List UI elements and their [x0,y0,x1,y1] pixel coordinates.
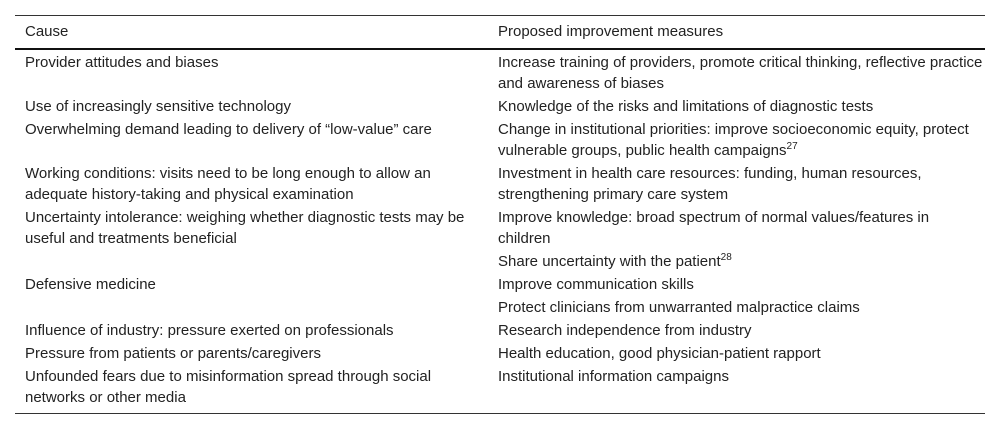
measure-item: Improve communication skills [498,276,694,293]
measures-cell [488,163,985,207]
measures-cell [488,119,985,163]
table-row [15,274,985,320]
cause-cell: Uncertainty intolerance: weighing whether diagnostic tests may be useful and treatments beneficial [25,209,465,247]
table-row [15,207,985,274]
cause-cell: Influence of industry: pressure exerted on professionals [25,322,394,339]
measure-item: Protect clinicians from unwarranted malpractice claims [498,299,860,316]
measure-item: Improve knowledge: broad spectrum of normal values/features in children [498,209,930,247]
cause-cell: Use of increasingly sensitive technology [25,98,291,115]
measures-cell [488,207,985,274]
measure-text: Change in institutional priorities: improve socioeconomic equity, protect vulnerable groups, public health campaigns [498,121,969,159]
measures-cell [488,320,985,343]
table-bottom-rule [15,413,985,414]
measures-cell [488,343,985,366]
measures-cell [488,366,985,408]
measure-item [498,119,985,161]
measure-item: Knowledge of the risks and limitations of diagnostic tests [498,98,874,115]
measure-text: Share uncertainty with the patient [498,253,721,270]
measures-cell [488,52,985,96]
measure-item: Investment in health care resources: funding, human resources, strengthening primary care system [498,165,922,203]
reference-superscript: 27 [786,141,798,152]
header-cause: Cause [25,23,69,40]
measure-item: Research independence from industry [498,322,752,339]
cause-cell: Overwhelming demand leading to delivery of “low-value” care [25,121,432,138]
table-row [15,163,985,207]
table-row [15,366,985,408]
cause-cell: Pressure from patients or parents/caregivers [25,345,321,362]
measure-item: Increase training of providers, promote critical thinking, reflective practice and awareness of biases [498,54,983,92]
header-measures: Proposed improvement measures [498,23,724,40]
measures-cell [488,274,985,320]
table-row [15,343,985,366]
table-row [15,119,985,163]
cause-cell: Provider attitudes and biases [25,54,219,71]
table-header-row [15,16,985,48]
cause-cell: Unfounded fears due to misinformation spread through social networks or other media [25,368,432,406]
measure-item [498,251,985,272]
table-body [15,50,985,413]
causes-measures-table [15,15,985,414]
reference-superscript: 28 [720,252,732,263]
measure-item: Health education, good physician-patient rapport [498,345,821,362]
table-row [15,96,985,119]
table-row [15,320,985,343]
cause-cell: Working conditions: visits need to be long enough to allow an adequate history-taking and physical examination [25,165,431,203]
cause-cell: Defensive medicine [25,276,156,293]
measure-item: Institutional information campaigns [498,368,729,385]
table-row [15,52,985,96]
measures-cell [488,96,985,119]
